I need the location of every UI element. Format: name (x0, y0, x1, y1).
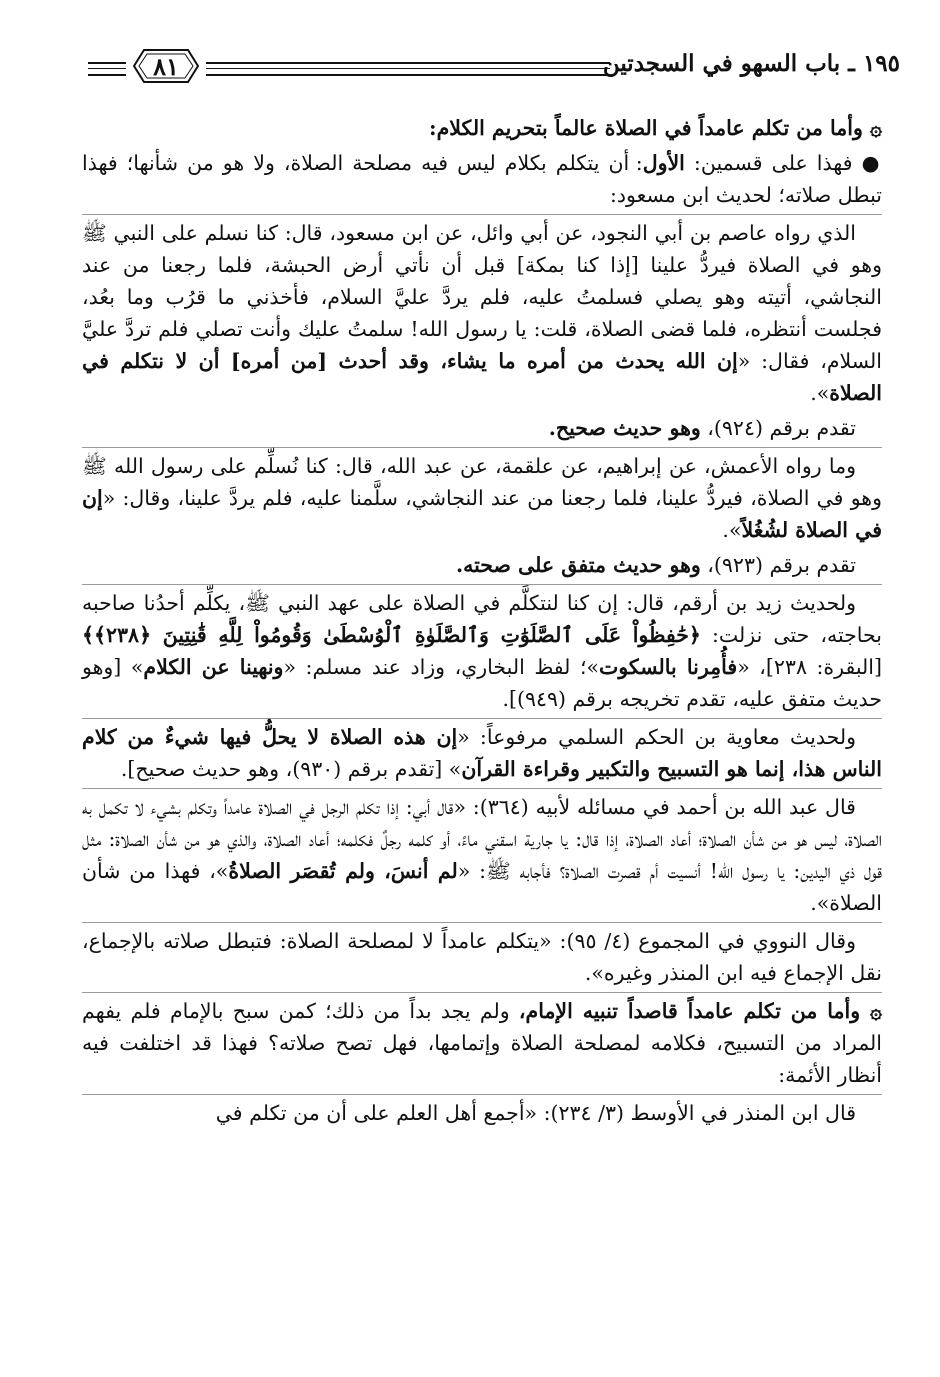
bold-text: ﴿حَٰفِظُواْ عَلَى ٱلصَّلَوَٰتِ وَٱلصَّلَوٰةِ ٱلْوُسْطَىٰ وَقُومُواْ لِلَّهِ قَٰنِتِينَ ﴿٢٣٨﴾﴾ (82, 623, 701, 647)
header-rule (206, 74, 610, 76)
paragraph (82, 412, 882, 444)
main-text (82, 112, 882, 1132)
text-run: »؛ لفظ البخاري، وزاد عند مسلم: « (283, 655, 600, 679)
paragraph (82, 112, 882, 144)
text-run: ». (722, 518, 742, 542)
header-rule-left (88, 68, 126, 69)
text-run: »، فهذا من شأن الصلاة». (82, 859, 882, 915)
text-run: ● فهذا على قسمين: (684, 151, 882, 175)
page-header (88, 44, 900, 94)
text-run: [البقرة: ٢٣٨]، « (737, 655, 882, 679)
bold-text: الأول (642, 151, 685, 175)
bold-text: لم أنسَ، ولم تُقصَر الصلاةُ (228, 859, 458, 883)
text-run: ولحديث زيد بن أرقم، قال: إن كنا لنتكلَّم في الصلاة على عهد النبي ﷺ، يكلِّم أحدُنا صاحبه بحاجته، حتى نزلت: (82, 591, 882, 647)
paragraph (82, 447, 882, 546)
text-run: وما رواه الأعمش، عن إبراهيم، عن علقمة، عن عبد الله، قال: كنا نُسلِّم على رسول الله ﷺ وهو في الصلاة، فيردُّ علينا، فلما رجعنا من عند النجاشي، سلَّمنا عليه، فلم يردَّ علينا، وقال: « (82, 454, 882, 510)
bold-text: ونهينا عن الكلام (143, 655, 284, 679)
paragraph (82, 147, 882, 211)
text-run: الذي رواه عاصم بن أبي النجود، عن أبي وائل، عن ابن مسعود، قال: كنا نسلم على النبي ﷺ وهو في الصلاة فيردُّ علينا [إذا كنا بمكة] قبل أن نأتي أرض الحبشة، فلما رجعنا من عند النجاشي، أتيته وهو يصلي فسلمتُ عليه، فلم يردَّ عليَّ السلام، فأخذني ما قرُب وما بعُد، فجلست أنتظره، فلما قضى الصلاة، قلت: يا رسول الله! سلمتُ عليك وأنت تصلي فلم تردَّ عليَّ السلام، فقال: « (82, 221, 882, 373)
page-number-badge (130, 44, 202, 88)
bold-text: إن هذه الصلاة لا يحلُّ فيها شيءٌ من كلام الناس هذا، إنما هو التسبيح والتكبير وقراءة القرآن (82, 725, 882, 781)
paragraph (82, 788, 882, 919)
text-run: ». (810, 381, 830, 405)
text-run: ولم يجد بداً من ذلك؛ كمن سبح بالإمام فلم يفهم المراد من التسبيح، فكلامه لمصلحة الصلاة وإتمامها، فهل تصح صلاته؟ فهذا قد اختلفت فيه أنظار الأئمة: (82, 999, 882, 1087)
bold-text: إن في الصلاة لشُغُلاً (82, 486, 882, 542)
text-run: » [تقدم برقم (٩٣٠)، وهو حديث صحيح]. (120, 757, 462, 781)
text-run: تقدم برقم (٩٢٣)، (700, 553, 856, 577)
paragraph (82, 549, 882, 581)
text-run: وقال النووي في المجموع (٤/ ٩٥): «يتكلم عامداً لا لمصلحة الصلاة: فتبطل صلاته بالإجماع، نقل الإجماع فيه ابن المنذر وغيره». (82, 929, 882, 985)
header-rule-left (88, 74, 126, 76)
bold-text: ۞ وأما من تكلم عامداً قاصداً تنبيه الإمام، (518, 999, 883, 1023)
bold-text: إن الله يحدث من أمره ما يشاء، وقد أحدث [من أمره] أن لا نتكلم في الصلاة (82, 349, 882, 405)
header-rule (206, 68, 610, 69)
text-run: تقدم برقم (٩٢٤)، (700, 416, 856, 440)
text-run: » [وهو حديث متفق عليه، تقدم تخريجه برقم (٩٤٩)]. (82, 655, 882, 711)
bold-text: ۞ وأما من تكلم عامداً في الصلاة عالماً بتحريم الكلام: (429, 116, 882, 140)
page-number: ٨١ (153, 52, 179, 81)
header-rule-left (88, 62, 126, 64)
paragraph (82, 992, 882, 1091)
bold-text: وهو حديث صحيح. (548, 416, 701, 440)
header-rule (206, 62, 610, 64)
paragraph (82, 718, 882, 785)
paragraph (82, 1094, 882, 1129)
text-run: : أن يتكلم بكلام ليس فيه مصلحة الصلاة، ولا هو من شأنها؛ فهذا تبطل صلاته؛ لحديث ابن مسعود: (82, 151, 882, 207)
chapter-title: ١٩٥ ـ باب السهو في السجدتين (602, 50, 900, 77)
paragraph (82, 214, 882, 409)
bold-text: فأُمِرنا بالسكوت (599, 655, 738, 679)
bold-text: وهو حديث متفق على صحته. (455, 553, 701, 577)
paragraph (82, 922, 882, 989)
text-run: ولحديث معاوية بن الحكم السلمي مرفوعاً: « (457, 725, 856, 749)
paragraph (82, 584, 882, 715)
text-run: قال عبد الله بن أحمد في مسائله لأبيه (٣٦٤): «قال أبي: إذا تكلم الرجل في الصلاة عامداً وتكلم بشيء لا تكمل به الصلاة، ليس هو من شأن الصلاة؛ أعاد الصلاة، إذا قال: يا جارية اسقني ماءً، أو كلمه رجلٌ فكلمه؛ أعاد الصلاة، والذي هو من شأن الصلاة: مثل قول ذي اليدين: يا رسول الله! أنسيت أم قصرت الصلاة؟ فأجابه ﷺ: « (82, 795, 882, 883)
text-run: قال ابن المنذر في الأوسط (٣/ ٢٣٤): «أجمع أهل العلم على أن من تكلم في (215, 1101, 856, 1125)
